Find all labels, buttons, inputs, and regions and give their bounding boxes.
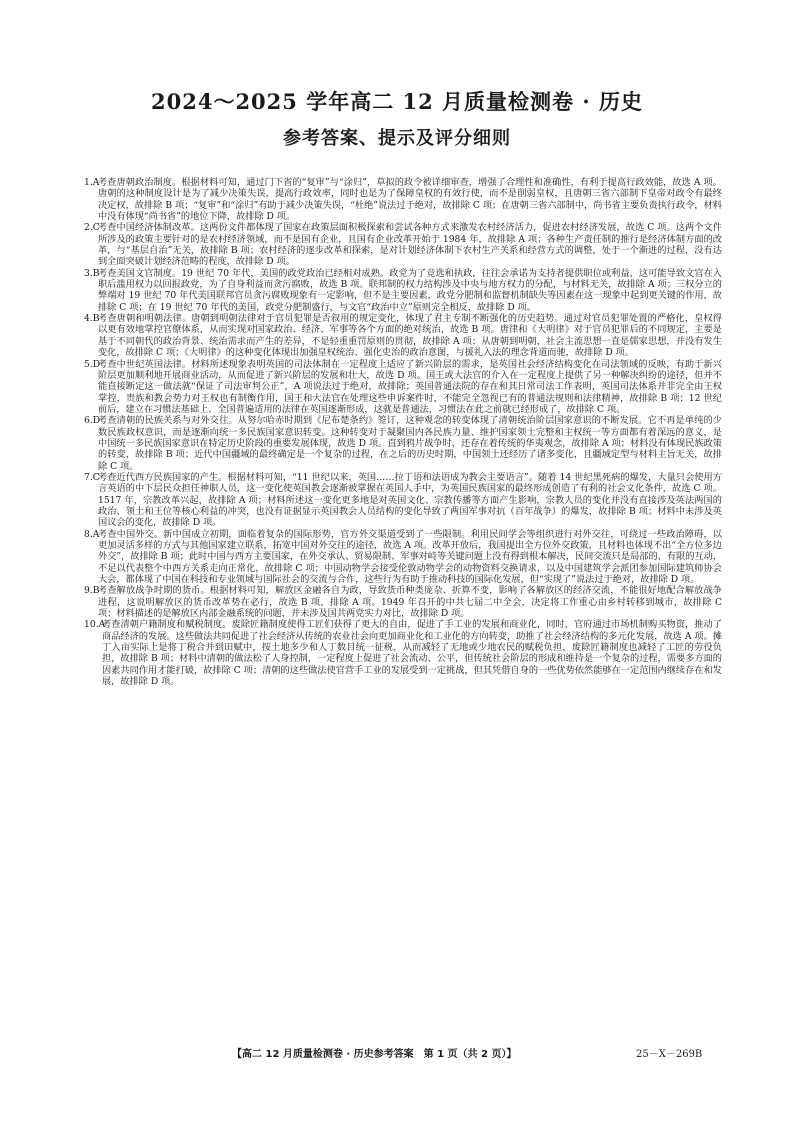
answer-number: 1.A <box>84 177 100 188</box>
answer-number: 8.A <box>84 528 100 540</box>
answer-number: 5.D <box>84 358 101 370</box>
footer-page-info: 【高二 12 月质量检测卷 · 历史参考答案 第 1 页（共 2 页）】 <box>232 1049 517 1060</box>
answer-list <box>84 177 722 687</box>
answer-number: 6.D <box>84 415 101 427</box>
answer-item-8 <box>84 529 722 586</box>
answer-number: 4.B <box>84 313 100 325</box>
answer-item-9 <box>84 585 722 619</box>
page-subtitle: 参考答案、提示及评分细则 <box>283 128 511 149</box>
answer-text: 考查唐朝政治制度。根据材料可知，通过门下省的“复审”与“涂归”，草拟的政令被详细审查，增强了合理性和准确性，有利于提高行政效能，故选 A 项。唐朝的这种制度设计是为了减少决策失误，提高行政效率，同时也是为了保障皇权的有效行使，而不是削弱皇权，且唐朝三省六部制下皇帝对政令有最终决定权，故排除 B 项；“复审”和“涂归”有助于减少决策失误，“杜绝”说法过于绝对，故排除 C 项；在唐朝三省六部制中，尚书省主要负责执行政令，材料中没有体现“尚书省”的地位下降，故排除 D 项。 <box>98 177 722 223</box>
answer-text: 考查中国经济体制改革。这两份文件都体现了国家在政策层面积极探索和尝试各种方式来激发农村经济活力，促进农村经济发展，故选 C 项。这两个文件所涉及的政策主要针对的是农村经济领域，而不是国有企业，且国有企业改革开始于 1984 年，故排除 A 项；各种生产责任制的推行是经济体制方面的改革，与“基层自治”无关，故排除 B 项；农村经济的逐步改革和探索，是对计划经济体制下农村生产关系和经营方式的调整，处于一个渐进的过程，没有达到全面突破计划经济范畴的程度，故排除 D 项。 <box>98 222 722 268</box>
answer-item-7 <box>84 472 722 529</box>
answer-item-2 <box>84 222 722 267</box>
answer-number: 3.B <box>84 267 100 279</box>
footer-paper-code: 25－X－269B <box>636 1049 703 1060</box>
answer-text: 考查中国外交。新中国成立初期，面临着复杂的国际形势，官方外交渠道受到了一些限制。利用民间学会等组织进行对外交往，可绕过一些政治障碍，以更加灵活多样的方式与其他国家建立联系，拓宽中国对外交往的途径，故选 A 项。改革开放后，我国提出全方位外交政策，且材料也体现不出“全方位多边外交”，故排除 B 项；此时中国与西方主要国家，在外交承认、贸易限制、军事对峙等关键问题上没有得到根本解决，民间交流只是局部的、有限的互动，不足以代表整个中西方关系走向正常化，故排除 C 项；中国动物学会接受伦敦动物学会的动物资料交换请求，以及中国建筑学会派团参加国际建筑师协会大会，都体现了中国在科技和专业领域与国际社会的交流与合作，这些行为有助于推动科技的国际化发展，但“实现了”说法过于绝对，故排除 D 项。 <box>98 528 722 586</box>
answer-text: 考查中世纪英国法律。材料所述现象表明英国的司法体制在一定程度上适应了新兴阶层的需求，是英国社会经济结构变化在司法领域的反映，有助于新兴阶层更加顺利地开展商业活动，从而促进了新兴阶层的发展和壮大，故选 D 项。国王或大法官的介入在一定程度上提供了另一种解决纠纷的途径，但并不能直接断定这一做法就“保证了司法审判公正”，A 项说法过于绝对，故排除；英国普通法院的存在和其日常司法工作表明，英国司法体系并非完全由王权掌控，贵族和教会势力对王权也有制衡作用，国王和大法官在处理这些申诉案件时，不能完全忽视已有的普通法规则和法律精神，故排除 B 项；12 世纪前后，建立在习惯法基础上、全国普遍适用的法律在英国逐渐形成，这就是普通法，习惯法在此之前就已经形成了，故排除 C 项。 <box>98 358 722 415</box>
answer-text: 考查清朝的民族关系与对外交往。从努尔哈赤时期到《尼布楚条约》签订，这种观念的转变体现了清朝统治阶层国家意识的不断发展。它不再是单纯的少数民族政权意识，而是逐渐向统一多民族国家意识转变。这种转变对于凝聚国内各民族力量、维护国家领土完整和主权统一等方面都有着深远的意义，是中国统一多民族国家意识在特定历史阶段的重要发展体现，故选 D 项。直到鸦片战争时，还存在着传统的华夷观念，故排除 A 项；材料没有体现民族政策的转变，故排除 B 项；近代中国疆域的最终确定是一个复杂的过程，在之后的历史时期，中国领土还经历了诸多变化，且疆域定型与材料主旨无关，故排除 C 项。 <box>98 415 722 472</box>
answer-number: 9.B <box>84 585 100 597</box>
answer-text: 考查唐朝和明朝法律。唐朝到明朝法律对于官员犯罪是否叙用的规定变化，体现了君主专制不断强化的历史趋势。通过对官员犯罪处置的严格化，皇权得以更有效地掌控官僚体系，从而实现对国家政治、经济、军事等各个方面的绝对统治，故选 B 项。唐律和《大明律》对于官员犯罪后的不同规定，主要是基于不同朝代的政治背景、统治需求而产生的差异，不是轻重重罚原则的贯彻，故排除 A 项；从唐朝到明朝，社会主流思想一直是儒家思想，并没有发生变化，故排除 C 项；《大明律》的这种变化体现出加强皇权统治、强化吏治的政治意图，与援礼入法的理念背道而驰，故排除 D 项。 <box>98 313 722 359</box>
answer-text: 考查解放战争时期的货币。根据材料可知，解放区金融各自为政，导致货币种类庞杂、折算不变，影响了各解放区的经济交流，不能很好地配合解放战争进程，这说明解放区的货币改革势在必行，故选 B 项，排除 A 项。1949 年召开的中共七届二中全会，决定将工作重心由乡村转移到城市，故排除 C 项；材料描述的是解放区内部金融系统的问题，并未涉及国共两党实力对比，故排除 D 项。 <box>98 585 722 620</box>
answer-item-4 <box>84 313 722 358</box>
answer-item-6 <box>84 415 722 472</box>
answer-number: 7.C <box>84 471 100 483</box>
page-footer <box>0 1045 794 1059</box>
answer-number: 2.C <box>84 222 100 234</box>
page-title: 2024～2025 学年高二 12 月质量检测卷 · 历史 <box>151 89 643 114</box>
answer-text: 考查美国文官制度。19 世纪 70 年代，美国的政党政治已经相对成熟。政党为了竞选和执政，往往会承诺为支持者提供职位或利益，这可能导致文官在入职后滥用权力以回报政党，为了自身利益而贪污腐败，故选 B 项。联邦制的权力结构涉及中央与地方权力的分配，与材料无关，故排除 A 项；三权分立的弊端对 19 世纪 70 年代美国联邦官员贪污腐败现象有一定影响，但不是主要因素，政党分肥制和监督机制缺失等因素在这一现象中起到更关键的作用，故排除 C 项；在 19 世纪 70 年代的美国，政党分肥制盛行，与文官“政治中立”原则完全相反，故排除 D 项。 <box>98 267 722 313</box>
answer-item-1 <box>84 177 722 222</box>
answer-number: 10.A <box>84 619 106 631</box>
answer-item-5 <box>84 359 722 416</box>
answer-item-3 <box>84 268 722 313</box>
answer-text: 考查清朝户籍制度和赋税制度。废除匠籍制度使得工匠们获得了更大的自由，促进了手工业的发展和商业化，同时，官府通过市场机制购买物资，推动了商品经济的发展。这些做法共同促进了社会经济从传统的农业社会向更加商业化和工业化的方向转变，助推了社会经济结构的多元化发展，故选 A 项。摊丁入亩实际上是将丁税合并到田赋中，按土地多少和人丁数目统一征税，从而减轻了无地或少地农民的赋税负担，废除匠籍制度也减轻了工匠的劳役负担，故排除 B 项；材料中清朝的做法松了人身控制，一定程度上促进了社会流动、公平，但传统社会阶层的形成和维持是一个复杂的过程，需要多方面的因素共同作用才能打破，故排除 C 项；清朝的这些做法使官营手工业的发展受到一定挑战，但其凭借自身的一些优势依然能够在一定范围内继续存在和发展，故排除 D 项。 <box>102 619 722 688</box>
answer-text: 考查近代西方民族国家的产生。根据材料可知，“11 世纪以来，英国……拉丁语和法语成为教会主要语言”。随着 14 世纪黑死病的爆发，大量只会使用方言英语的中下层民众担任神职人员，这一变化使英国教会逐渐被掌握在英国人手中，为英国民族国家的最终形成创造了有利的社会文化条件，故选 C 项。1517 年，宗教改革兴起，故排除 A 项；材料所述这一变化更多地是对英国文化、宗教传播等方面产生影响，宗教人员的变化并没有直接涉及英法两国的政治、领土和王位等核心利益的冲突，也没有证据显示英国教会人员结构的变化导致了两国军事对抗（百年战争）的爆发，故排除 B 项；材料中未涉及英国议会的变化，故排除 D 项。 <box>98 471 722 529</box>
answer-item-10 <box>84 619 722 687</box>
